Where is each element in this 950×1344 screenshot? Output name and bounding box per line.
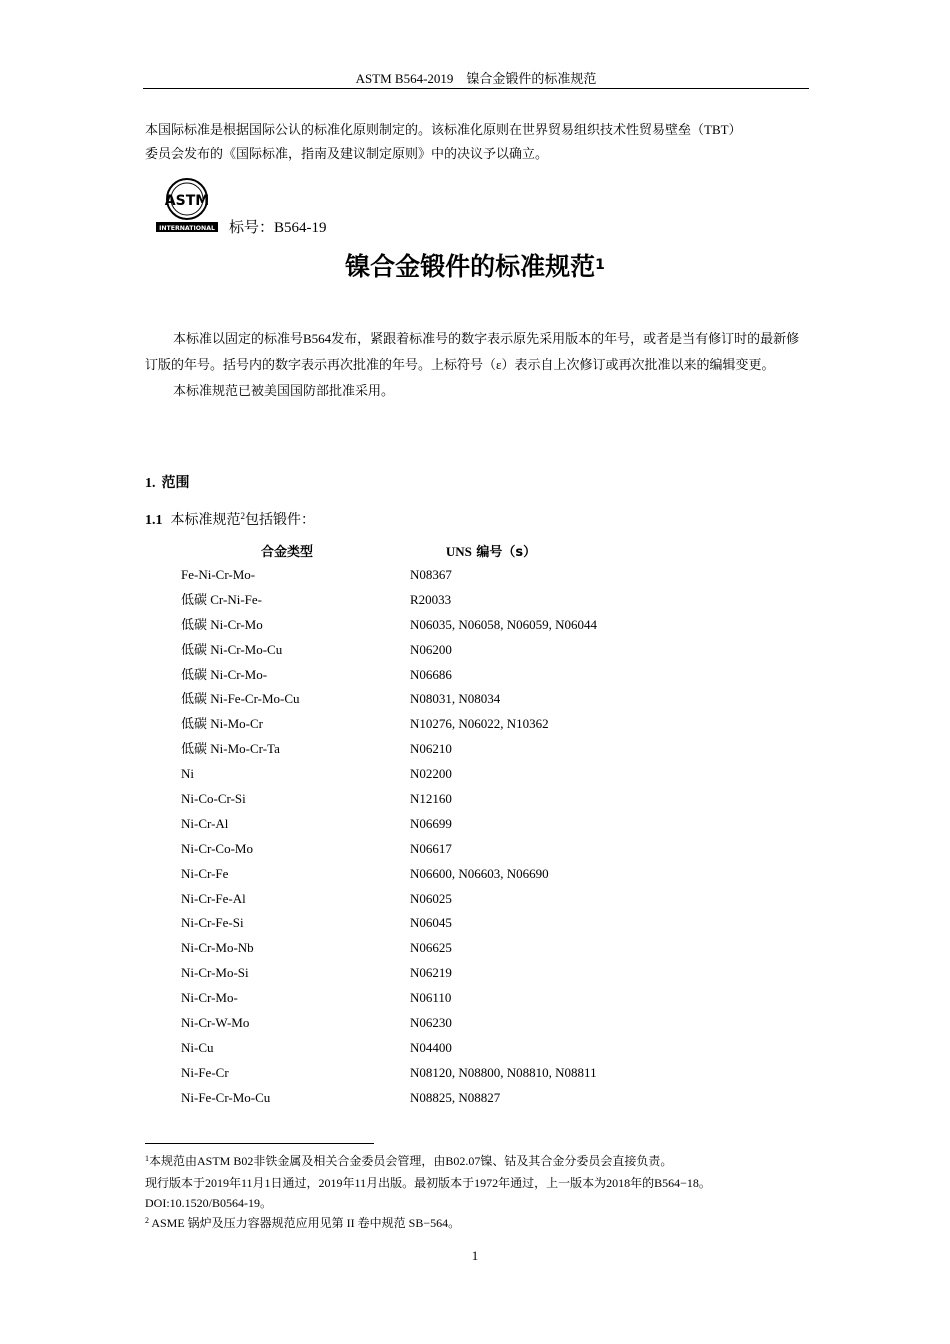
table-row [181, 1011, 741, 1036]
alloy-type-cell: 低碳 Cr-Ni-Fe- [181, 591, 262, 607]
footnote-1-line-1 [145, 1151, 825, 1173]
table-row [181, 812, 741, 837]
designation: 标号：B564-19 [229, 220, 327, 236]
subsection-text-a: 本标准规范 [170, 513, 241, 528]
uns-number-cell: N06110 [410, 990, 452, 1006]
footnote-1-text-1: 本规范由ASTM B02非铁金属及相关合金委员会管理，由B02.07镍、钴及其合金分委员会直接负责。 [149, 1154, 673, 1168]
uns-number-cell: N08120, N08800, N08810, N08811 [410, 1064, 597, 1080]
intro-line-2: 委员会发布的《国际标准，指南及建议制定原则》中的决议予以确立。 [145, 146, 549, 161]
table-row [181, 1036, 741, 1061]
page-number: 1 [471, 1248, 479, 1263]
table-row [181, 837, 741, 862]
footnote-1-mark: 1 [145, 1154, 149, 1163]
uns-number-cell: N08367 [410, 567, 452, 582]
uns-number-cell: N10276, N06022, N10362 [410, 716, 549, 732]
alloy-type-cell: 低碳 Ni-Mo-Cr-Ta [181, 741, 280, 757]
uns-number-cell: N12160 [410, 791, 452, 807]
table-row [181, 663, 741, 688]
column-header-uns-rest: 编号（s） [471, 545, 537, 560]
table-row [181, 638, 741, 663]
section-number: 1. [145, 476, 156, 491]
uns-number-cell: N06219 [410, 965, 452, 981]
uns-number-cell: N06617 [410, 840, 452, 856]
footnote-rule [145, 1143, 374, 1144]
alloy-type-cell: Ni-Co-Cr-Si [181, 791, 246, 807]
table-row [181, 887, 741, 912]
subsection-1-1 [145, 509, 315, 529]
alloy-type-cell: Fe-Ni-Cr-Mo- [181, 567, 256, 582]
uns-number-cell: N02200 [410, 766, 452, 782]
alloy-type-cell: 低碳 Ni-Fe-Cr-Mo-Cu [181, 691, 300, 707]
title-text: 镍合金锻件的标准规范 [345, 252, 596, 281]
alloy-type-cell: 低碳 Ni-Cr-Mo [181, 616, 263, 632]
table-row [181, 936, 741, 961]
footnote-2-text: ASME 锅炉及压力容器规范应用见第 II 卷中规范 SB−564。 [149, 1216, 461, 1230]
column-header-uns-latin: UNS [445, 544, 472, 559]
table-row [181, 787, 741, 812]
uns-number-cell: N08825, N08827 [410, 1089, 501, 1105]
intro-notice [145, 118, 809, 166]
table-row [181, 588, 741, 613]
title-footnote-ref: 1 [595, 257, 605, 273]
preamble [145, 326, 809, 404]
uns-number-cell: N06035, N06058, N06059, N06044 [410, 616, 598, 632]
subsection-number: 1.1 [145, 513, 163, 528]
astm-logo [156, 178, 218, 232]
alloy-type-cell: Ni-Cr-Fe [181, 865, 229, 881]
preamble-paragraph-2: 本标准规范已被美国国防部批准采用。 [173, 383, 395, 398]
table-row [181, 563, 741, 588]
table-row [181, 762, 741, 787]
logo-subtext: INTERNATIONAL [159, 225, 215, 232]
alloy-type-cell: Ni-Cr-Mo-Nb [181, 940, 254, 956]
footnote-2-mark: 2 [145, 1216, 149, 1225]
uns-number-cell: N04400 [410, 1039, 452, 1055]
alloy-type-cell: Ni-Cr-Mo- [181, 990, 238, 1006]
uns-number-cell: R20033 [410, 591, 452, 607]
alloy-type-cell: 低碳 Ni-Cr-Mo-Cu [181, 641, 283, 657]
alloy-type-cell: 低碳 Ni-Cr-Mo- [181, 666, 268, 682]
page-title [0, 247, 950, 283]
section-heading-scope [145, 472, 190, 492]
subsection-text-b: 包括锻件： [245, 513, 315, 528]
alloy-table [181, 539, 741, 1105]
logo-wordmark: ASTM [164, 193, 210, 209]
alloy-type-cell: Ni-Cu [181, 1039, 214, 1055]
uns-number-cell: N08031, N08034 [410, 691, 501, 707]
alloy-type-cell: Ni [181, 766, 194, 782]
table-row [181, 1061, 741, 1086]
table-row [181, 712, 741, 737]
alloy-type-cell: Ni-Cr-Mo-Si [181, 965, 249, 981]
table-row [181, 613, 741, 638]
alloy-type-cell: Ni-Fe-Cr-Mo-Cu [181, 1089, 271, 1105]
table-row [181, 961, 741, 986]
uns-number-cell: N06200 [410, 641, 452, 657]
preamble-paragraph-1: 本标准以固定的标准号B564发布，紧跟着标准号的数字表示原先采用版本的年号，或者是当有修订时的最新修订版的年号。括号内的数字表示再次批准的年号。上标符号（ε）表示自上次修订或再次批准以来的编辑变更。 [145, 331, 800, 372]
header-rule [143, 88, 809, 89]
table-body [181, 563, 741, 1111]
subsection-footnote-ref: 2 [240, 511, 245, 521]
running-header: ASTM B564-2019 镍合金锻件的标准规范 [355, 71, 597, 86]
column-header-uns [406, 541, 576, 560]
table-row [181, 737, 741, 762]
uns-number-cell: N06600, N06603, N06690 [410, 865, 549, 881]
intro-line-1: 本国际标准是根据国际公认的标准化原则制定的。该标准化原则在世界贸易组织技术性贸易壁垒（TBT） [145, 122, 742, 137]
alloy-type-cell: 低碳 Ni-Mo-Cr [181, 716, 263, 732]
footnotes [145, 1151, 825, 1235]
uns-number-cell: N06625 [410, 940, 452, 956]
table-header [181, 539, 741, 563]
uns-number-cell: N06045 [410, 915, 452, 931]
uns-number-cell: N06699 [410, 815, 452, 831]
alloy-type-cell: Ni-Fe-Cr [181, 1064, 229, 1080]
alloy-type-cell: Ni-Cr-Al [181, 815, 229, 831]
alloy-type-cell: Ni-Cr-Co-Mo [181, 840, 253, 856]
footnote-1-line-3: DOI:10.1520/B0564-19。 [145, 1196, 272, 1210]
table-row [181, 911, 741, 936]
uns-number-cell: N06686 [410, 666, 452, 682]
uns-number-cell: N06025 [410, 890, 452, 906]
uns-number-cell: N06210 [410, 741, 452, 757]
footnote-1-line-2: 现行版本于2019年11月1日通过，2019年11月出版。最初版本于1972年通过，上一版本为2018年的B564−18。 [145, 1176, 711, 1190]
table-row [181, 862, 741, 887]
table-row [181, 986, 741, 1011]
alloy-type-cell: Ni-Cr-Fe-Al [181, 890, 246, 906]
alloy-type-cell: Ni-Cr-Fe-Si [181, 915, 244, 931]
uns-number-cell: N06230 [410, 1015, 452, 1031]
footnote-2 [145, 1213, 825, 1235]
alloy-type-cell: Ni-Cr-W-Mo [181, 1015, 250, 1031]
table-row [181, 687, 741, 712]
table-row [181, 1086, 741, 1111]
column-header-alloy-type: 合金类型 [260, 545, 313, 560]
section-title: 范围 [161, 475, 190, 491]
